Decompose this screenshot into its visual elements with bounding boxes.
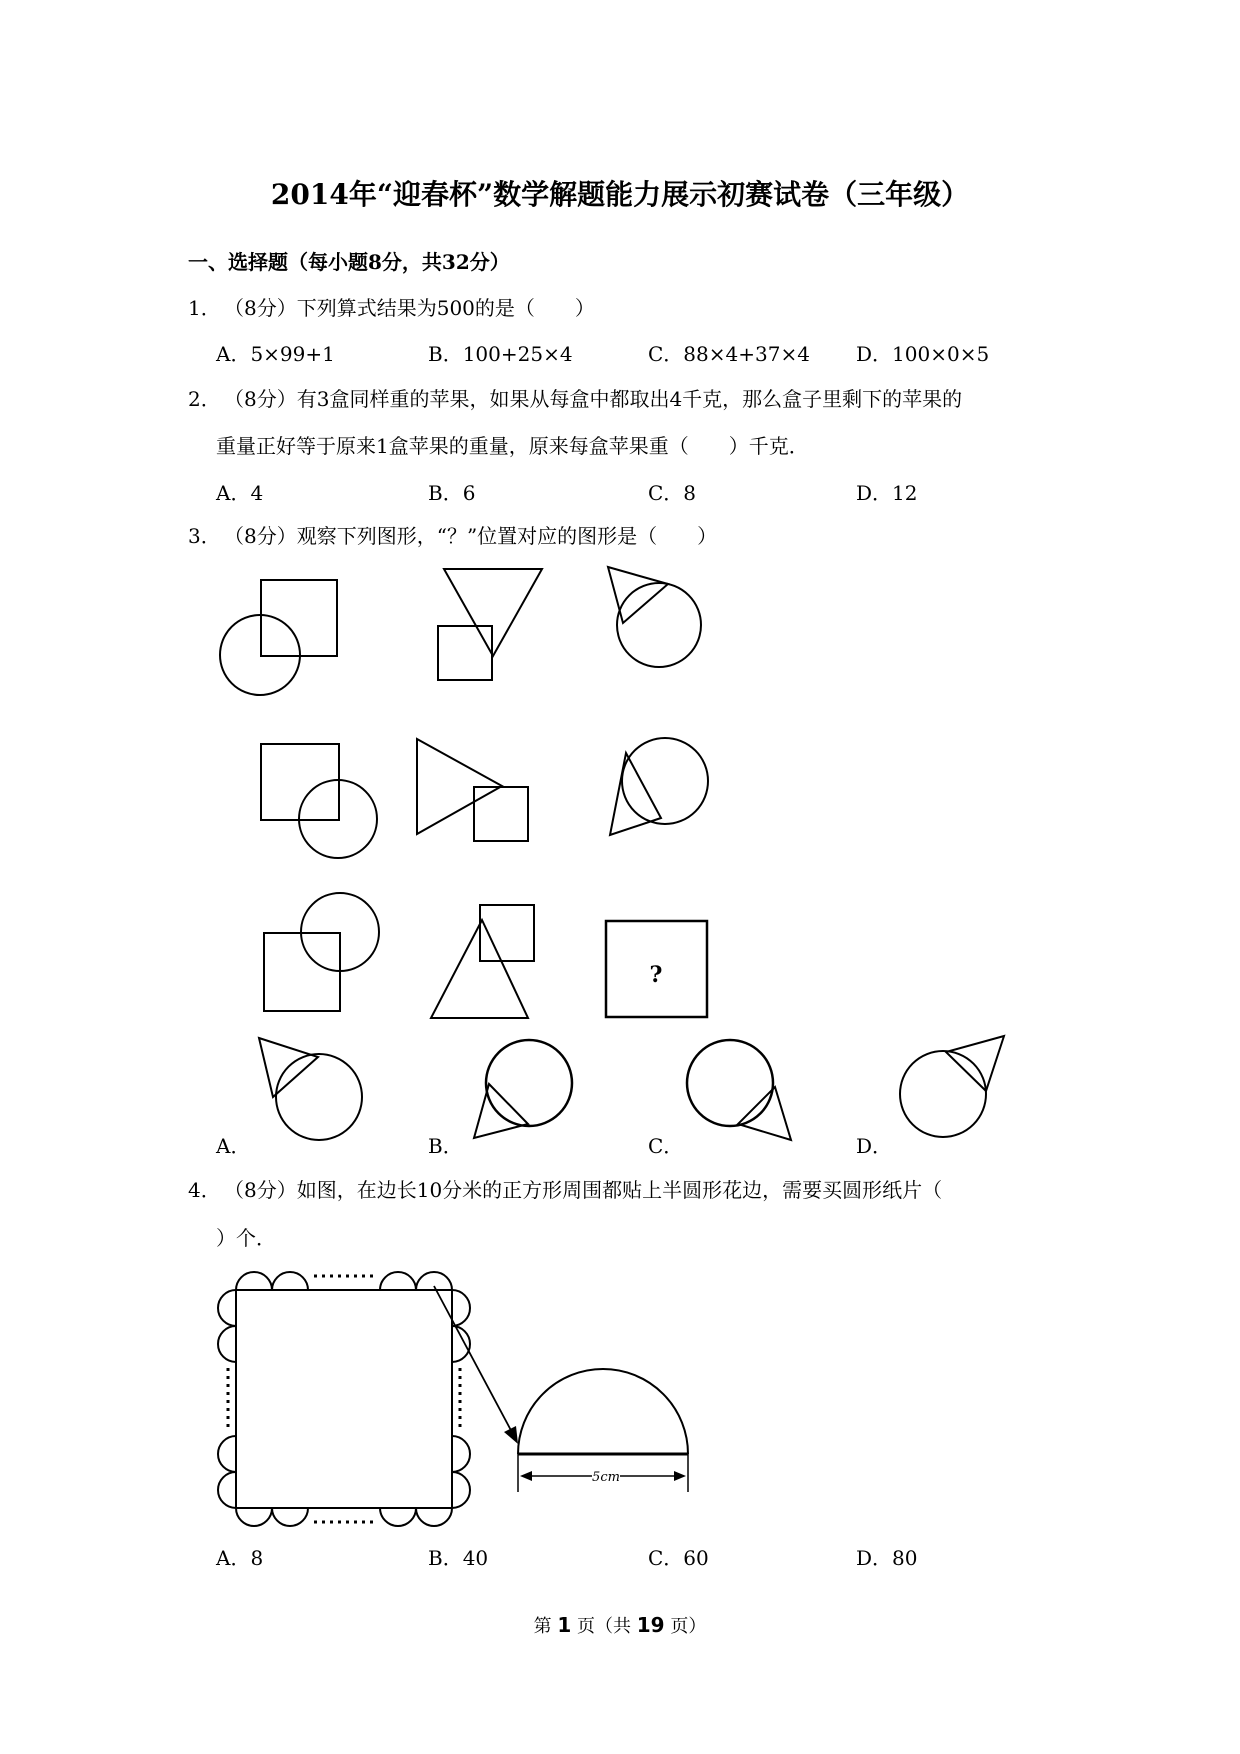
q1-option-a: A．5×99+1 xyxy=(216,342,335,366)
question-3-text: （8分）观察下列图形，“？”位置对应的图形是（ ） xyxy=(224,524,718,548)
q2-option-d: D．12 xyxy=(856,481,918,505)
q2-option-a: A．4 xyxy=(216,481,264,505)
footer-mid: 页（共 xyxy=(577,1616,632,1637)
question-3-number: 3． xyxy=(188,524,221,548)
q2-option-b: B．6 xyxy=(428,481,476,505)
footer-prefix: 第 xyxy=(533,1616,552,1637)
q3-option-a: A． xyxy=(216,1134,251,1158)
footer-suffix: 页） xyxy=(670,1616,707,1637)
q4-arrow xyxy=(434,1286,518,1444)
q2-option-c: C．8 xyxy=(648,481,697,505)
page-title: 2014年“迎春杯”数学解题能力展示初赛试卷（三年级） xyxy=(270,178,970,211)
q3-question-mark: ? xyxy=(649,962,663,988)
q3-option-d: D． xyxy=(856,1134,893,1158)
q3-pattern-figure xyxy=(220,567,708,1018)
question-2-number: 2． xyxy=(188,387,221,411)
question-2-text-line2: 重量正好等于原来1盒苹果的重量，原来每盒苹果重（ ）千克． xyxy=(216,434,809,458)
question-1-text: （8分）下列算式结果为500的是（ ） xyxy=(224,296,595,320)
section-heading: 一、选择题（每小题8分，共32分） xyxy=(188,250,510,274)
question-2-text-line1: （8分）有3盒同样重的苹果，如果从每盒中都取出4千克，那么盒子里剩下的苹果的 xyxy=(224,387,963,411)
question-4-text-line1: （8分）如图，在边长10分米的正方形周围都贴上半圆形花边，需要买圆形纸片（ xyxy=(224,1178,943,1202)
q1-option-b: B．100+25×4 xyxy=(428,342,573,366)
q4-semicircle-detail xyxy=(518,1369,688,1492)
q4-square-figure xyxy=(218,1272,470,1526)
q1-option-c: C．88×4+37×4 xyxy=(648,342,810,366)
q4-option-a: A．8 xyxy=(216,1546,264,1570)
question-1-number: 1． xyxy=(188,296,221,320)
question-4-number: 4． xyxy=(188,1178,221,1202)
q4-dimension-label: 5cm xyxy=(592,1470,620,1485)
q4-option-c: C．60 xyxy=(648,1546,709,1570)
footer-page-total: 19 xyxy=(636,1613,665,1637)
q3-option-c: C． xyxy=(648,1134,684,1158)
q1-option-d: D．100×0×5 xyxy=(856,342,990,366)
q3-option-figures xyxy=(259,1036,1004,1140)
q4-option-d: D．80 xyxy=(856,1546,918,1570)
question-4-text-line2: ）个． xyxy=(216,1226,276,1250)
q4-option-b: B．40 xyxy=(428,1546,489,1570)
footer-page-number: 1 xyxy=(557,1613,572,1637)
page-footer xyxy=(0,1612,1240,1638)
q3-option-b: B． xyxy=(428,1134,463,1158)
